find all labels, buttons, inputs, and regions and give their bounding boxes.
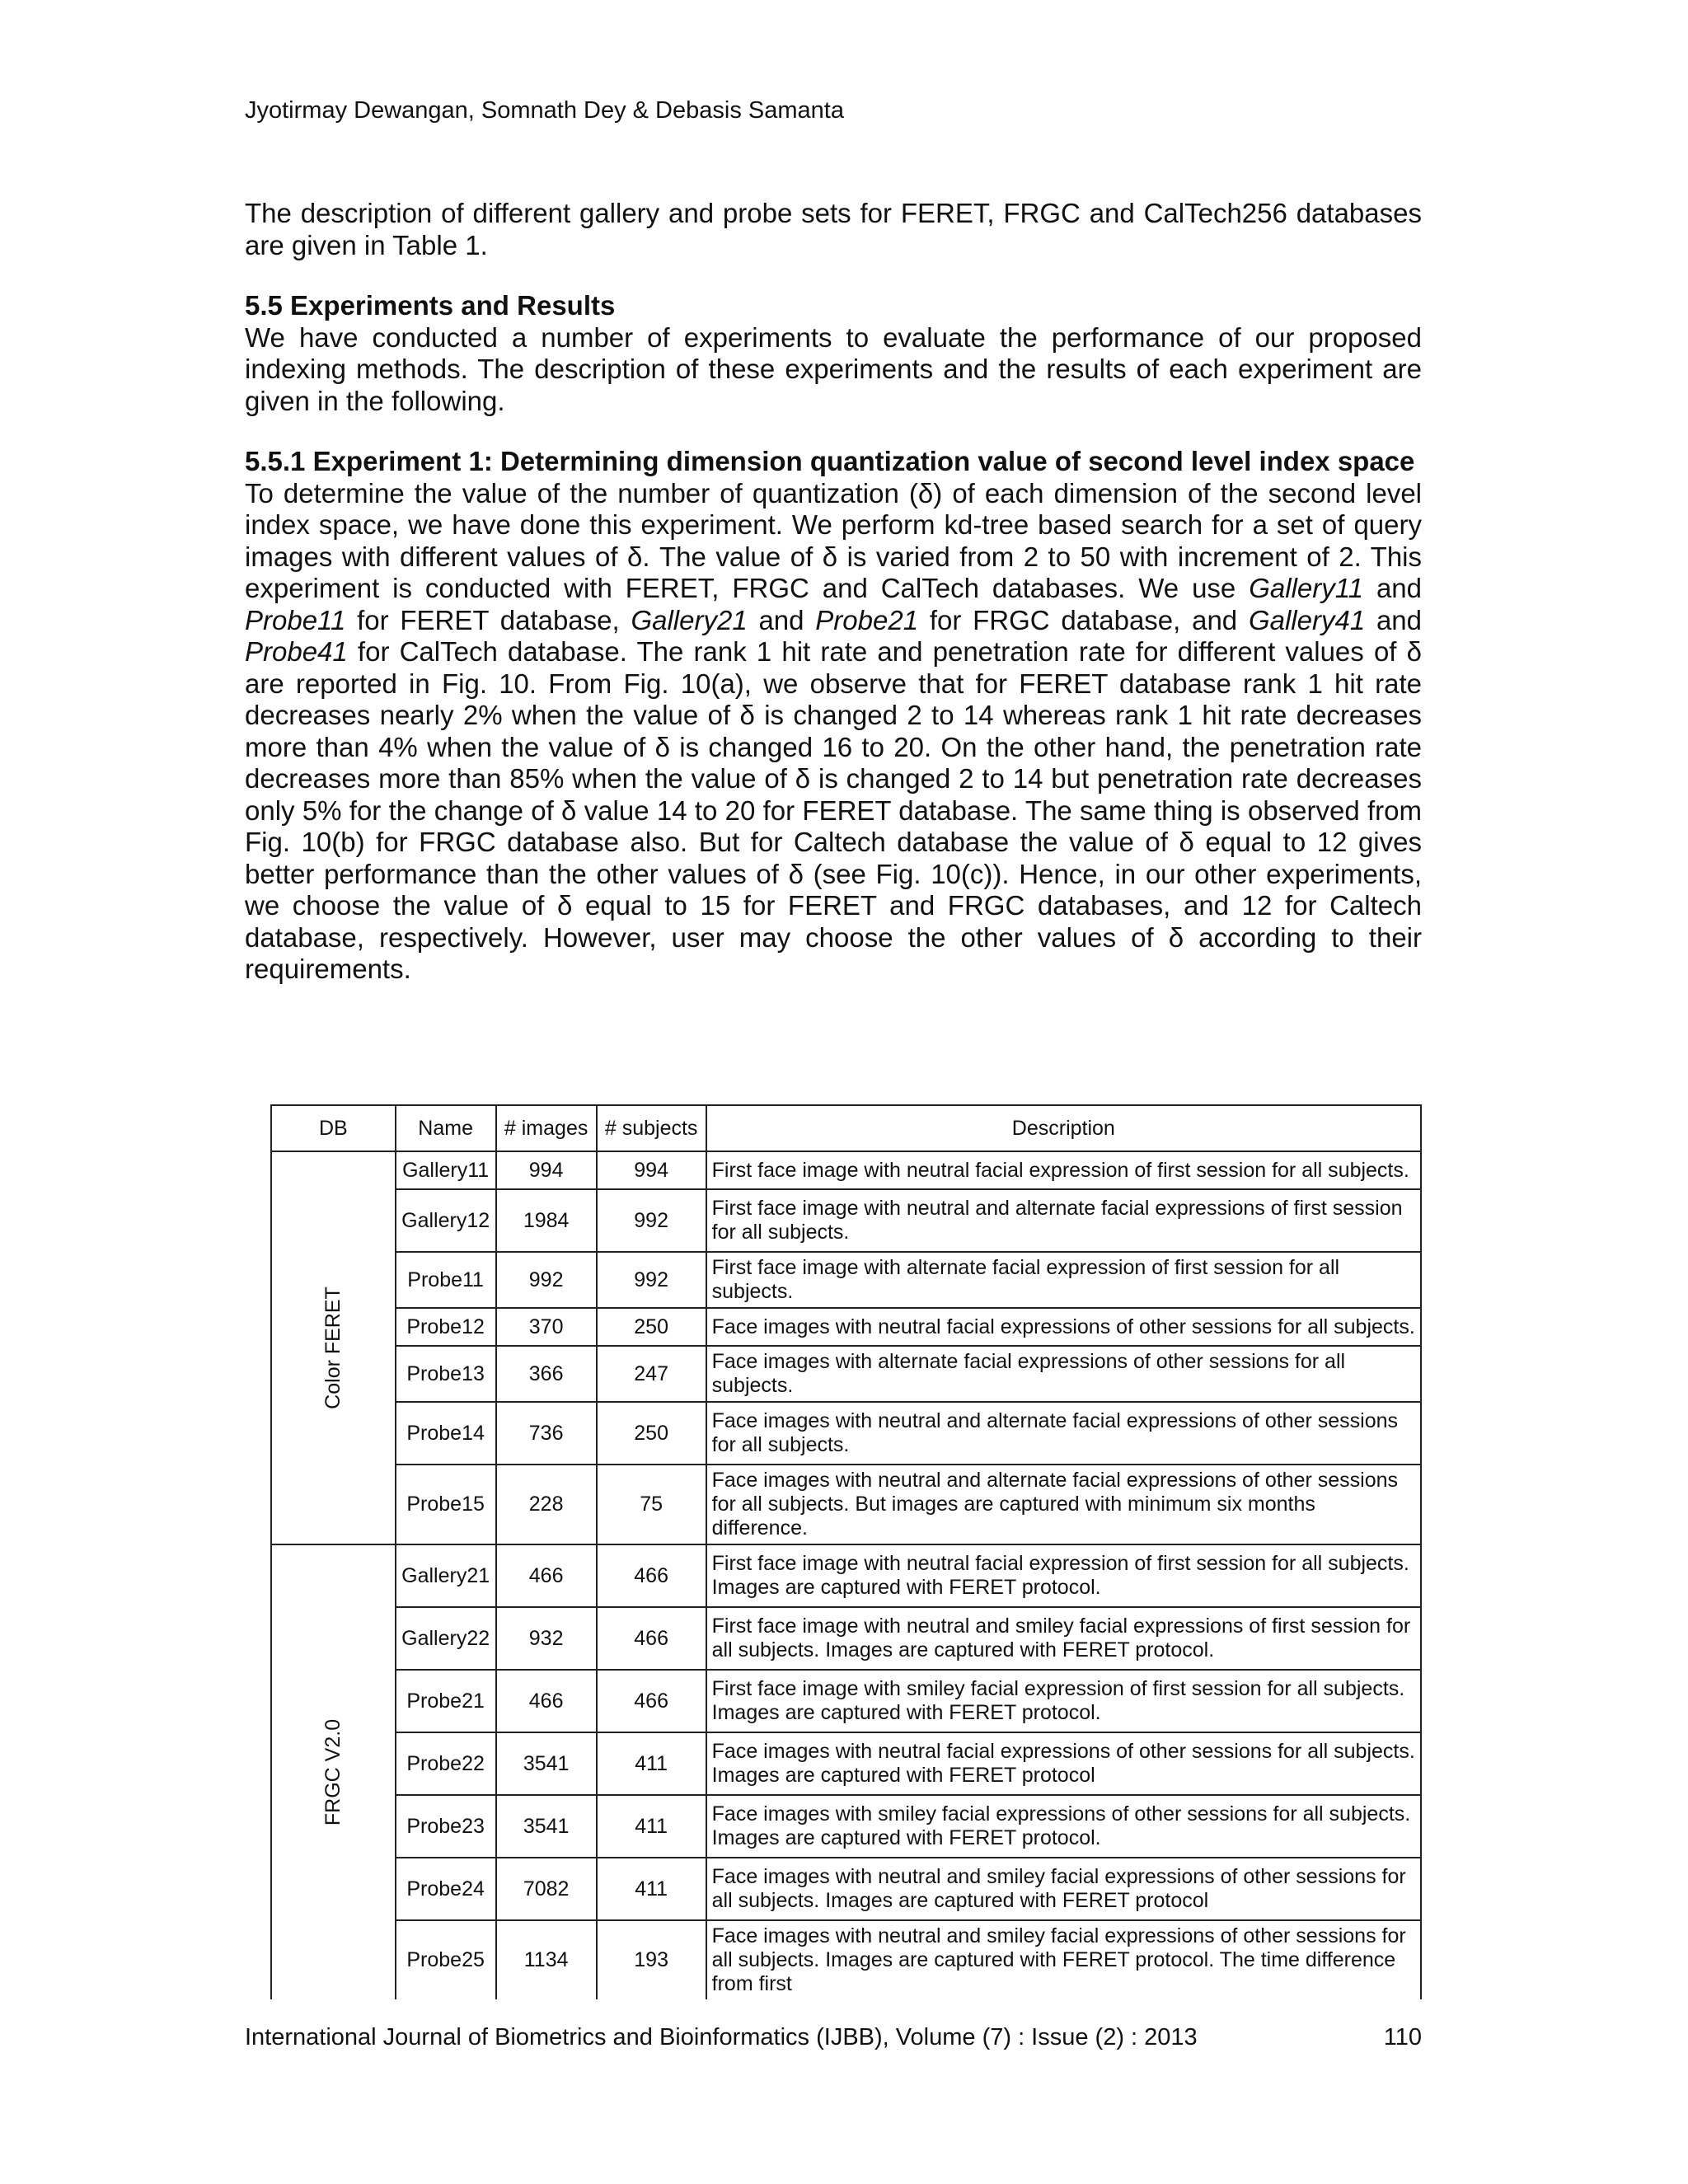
cell-description: First face image with neutral and alternate facial expressions of first session for all subjects. bbox=[706, 1189, 1421, 1252]
running-header: Jyotirmay Dewangan, Somnath Dey & Debasis Samanta bbox=[245, 97, 844, 124]
cell-images: 466 bbox=[496, 1670, 597, 1732]
cell-subjects: 994 bbox=[597, 1151, 706, 1189]
table-row bbox=[271, 1151, 1421, 1189]
cell-images: 466 bbox=[496, 1544, 597, 1607]
section-5-5-1-title: 5.5.1 Experiment 1: Determining dimension quantization value of second level index space bbox=[245, 446, 1415, 476]
cell-description: First face image with neutral and smiley facial expressions of first session for all subjects. Images are captured with FERET protocol. bbox=[706, 1607, 1421, 1670]
cell-subjects: 193 bbox=[597, 1920, 706, 1999]
cell-description: Face images with smiley facial expressions of other sessions for all subjects. Images are captured with FERET protocol. bbox=[706, 1795, 1421, 1858]
cell-name: Probe23 bbox=[396, 1795, 496, 1858]
table-row bbox=[271, 1465, 1421, 1544]
cell-subjects: 992 bbox=[597, 1189, 706, 1252]
cell-description: First face image with neutral facial expression of first session for all subjects. bbox=[706, 1151, 1421, 1189]
group-label: Color FERET bbox=[321, 1286, 345, 1409]
cell-images: 994 bbox=[496, 1151, 597, 1189]
cell-name: Probe11 bbox=[396, 1252, 496, 1308]
cell-images: 7082 bbox=[496, 1858, 597, 1920]
section-5-5-1-text: To determine the value of the number of quantization (δ) of each dimension of the second level index space, we have done this experiment. We perform kd-tree based search for a set of query images with different values of δ. The value of δ is varied from 2 to 50 with increment of 2. This experiment is conducted with FERET, FRGC and CalTech databases. We use Gallery11 and Probe11 for FERET database, Gallery21 and Probe21 for FRGC database, and Gallery41 and Probe41 for CalTech database. The rank 1 hit rate and penetration rate for different values of δ are reported in Fig. 10. From Fig. 10(a), we observe that for FERET database rank 1 hit rate decreases nearly 2% when the value of δ is changed 2 to 14 whereas rank 1 hit rate decreases more than 4% when the value of δ is changed 16 to 20. On the other hand, the penetration rate decreases more than 85% when the value of δ is changed 2 to 14 but penetration rate decreases only 5% for the change of δ value 14 to 20 for FERET database. The same thing is observed from Fig. 10(b) for FRGC database also. But for Caltech database the value of δ equal to 12 gives better performance than the other values of δ (see Fig. 10(c)). Hence, in our other experiments, we choose the value of δ equal to 15 for FERET and FRGC databases, and 12 for Caltech database, respectively. However, user may choose the other values of δ according to their requirements. bbox=[245, 477, 1423, 984]
cell-images: 3541 bbox=[496, 1732, 597, 1795]
table-row bbox=[271, 1607, 1421, 1670]
cell-description: Face images with neutral and smiley facial expressions of other sessions for all subjects. Images are captured with FERET protocol. The time difference from first bbox=[706, 1920, 1421, 1999]
table-row bbox=[271, 1795, 1421, 1858]
cell-name: Gallery22 bbox=[396, 1607, 496, 1670]
cell-images: 1984 bbox=[496, 1189, 597, 1252]
cell-name: Probe22 bbox=[396, 1732, 496, 1795]
group-label: FRGC V2.0 bbox=[321, 1718, 345, 1826]
cell-images: 736 bbox=[496, 1402, 597, 1465]
cell-subjects: 250 bbox=[597, 1402, 706, 1465]
header-images: # images bbox=[496, 1105, 597, 1151]
table-row bbox=[271, 1402, 1421, 1465]
page-footer bbox=[245, 2024, 1422, 2051]
table-row bbox=[271, 1732, 1421, 1795]
table-row bbox=[271, 1670, 1421, 1732]
cell-subjects: 247 bbox=[597, 1346, 706, 1402]
cell-subjects: 75 bbox=[597, 1465, 706, 1544]
intro-paragraph: The description of different gallery and probe sets for FERET, FRGC and CalTech256 databases are given in Table 1. bbox=[245, 198, 1422, 260]
cell-name: Gallery11 bbox=[396, 1151, 496, 1189]
cell-description: First face image with smiley facial expression of first session for all subjects. Images are captured with FERET protocol. bbox=[706, 1670, 1421, 1732]
cell-subjects: 466 bbox=[597, 1544, 706, 1607]
cell-images: 1134 bbox=[496, 1920, 597, 1999]
table-row bbox=[271, 1308, 1421, 1346]
table-row bbox=[271, 1858, 1421, 1920]
cell-description: First face image with neutral facial expression of first session for all subjects. Images are captured with FERET protocol. bbox=[706, 1544, 1421, 1607]
cell-description: Face images with neutral and alternate facial expressions of other sessions for all subjects. But images are captured with minimum six months difference. bbox=[706, 1465, 1421, 1544]
database-table bbox=[270, 1104, 1422, 1999]
cell-name: Probe15 bbox=[396, 1465, 496, 1544]
section-5-5-title: 5.5 Experiments and Results bbox=[245, 290, 616, 321]
cell-description: Face images with neutral facial expressions of other sessions for all subjects. bbox=[706, 1308, 1421, 1346]
cell-subjects: 411 bbox=[597, 1858, 706, 1920]
cell-subjects: 411 bbox=[597, 1732, 706, 1795]
cell-images: 228 bbox=[496, 1465, 597, 1544]
section-5-5-1 bbox=[245, 446, 1422, 986]
group-cell-feret bbox=[271, 1151, 396, 1544]
page-number: 110 bbox=[1383, 2024, 1422, 2050]
header-name: Name bbox=[396, 1105, 496, 1151]
cell-images: 370 bbox=[496, 1308, 597, 1346]
cell-name: Probe25 bbox=[396, 1920, 496, 1999]
section-5-5-text: We have conducted a number of experiments to evaluate the performance of our proposed indexing methods. The description of these experiments and the results of each experiment are given in the following. bbox=[245, 321, 1422, 416]
journal-citation: International Journal of Biometrics and Bioinformatics (IJBB), Volume (7) : Issue (2) : 2013 bbox=[245, 2024, 1198, 2050]
cell-description: Face images with neutral facial expressions of other sessions for all subjects. Images are captured with FERET protocol bbox=[706, 1732, 1421, 1795]
cell-name: Gallery21 bbox=[396, 1544, 496, 1607]
header-db: DB bbox=[271, 1105, 396, 1151]
cell-name: Probe13 bbox=[396, 1346, 496, 1402]
table-row bbox=[271, 1189, 1421, 1252]
cell-name: Probe24 bbox=[396, 1858, 496, 1920]
cell-name: Probe14 bbox=[396, 1402, 496, 1465]
cell-images: 932 bbox=[496, 1607, 597, 1670]
group-cell-frgc bbox=[271, 1544, 396, 1999]
cell-subjects: 466 bbox=[597, 1670, 706, 1732]
cell-images: 366 bbox=[496, 1346, 597, 1402]
table-header-row bbox=[271, 1105, 1421, 1151]
cell-name: Probe12 bbox=[396, 1308, 496, 1346]
cell-subjects: 411 bbox=[597, 1795, 706, 1858]
header-description: Description bbox=[706, 1105, 1421, 1151]
cell-description: Face images with neutral and smiley facial expressions of other sessions for all subjects. Images are captured with FERET protocol bbox=[706, 1858, 1421, 1920]
cell-images: 3541 bbox=[496, 1795, 597, 1858]
header-subjects: # subjects bbox=[597, 1105, 706, 1151]
cell-name: Probe21 bbox=[396, 1670, 496, 1732]
cell-description: First face image with alternate facial expression of first session for all subjects. bbox=[706, 1252, 1421, 1308]
table-row bbox=[271, 1346, 1421, 1402]
table-row bbox=[271, 1544, 1421, 1607]
section-5-5 bbox=[245, 290, 1422, 417]
cell-description: Face images with neutral and alternate facial expressions of other sessions for all subjects. bbox=[706, 1402, 1421, 1465]
cell-subjects: 466 bbox=[597, 1607, 706, 1670]
cell-subjects: 250 bbox=[597, 1308, 706, 1346]
cell-name: Gallery12 bbox=[396, 1189, 496, 1252]
cell-description: Face images with alternate facial expressions of other sessions for all subjects. bbox=[706, 1346, 1421, 1402]
table-row bbox=[271, 1920, 1421, 1999]
cell-images: 992 bbox=[496, 1252, 597, 1308]
table-row bbox=[271, 1252, 1421, 1308]
cell-subjects: 992 bbox=[597, 1252, 706, 1308]
